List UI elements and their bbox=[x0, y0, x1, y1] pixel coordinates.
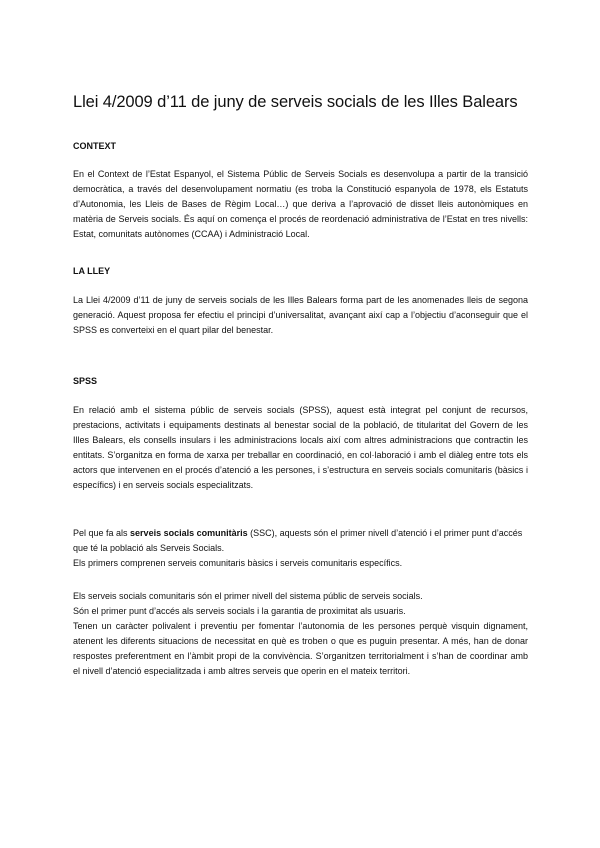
spss-paragraph: En relació amb el sistema públic de serveis socials (SPSS), aquest està integrat pel conjunt de recursos, prestacions, activitats i equipaments destinats al benestar social de la població, de titularitat del Govern de les Illes Balears, els consells insulars i les administracions locals així com altres administracions que contractin les entitats. S’organitza en forma de xarxa per treballar en coordinació, en col·laboració i amb el diàleg entre tots els actors que intervenen en el procés d’atenció a les persones, i s’estructura en serveis socials comunitaris (bàsics i específics) i en serveis socials especialitzats. bbox=[73, 405, 528, 490]
ssc-bold-term: serveis socials comunitàris bbox=[130, 528, 248, 538]
ssc-suffix: (SSC), aquests són el primer nivell d’atenció i el primer punt d’accés que té la població als Serveis Socials. bbox=[73, 528, 523, 553]
closing-line-2: Són el primer punt d’accés als serveis socials i la garantia de proximitat als usuaris. bbox=[73, 606, 406, 616]
llei-paragraph: La Llei 4/2009 d’11 de juny de serveis socials de les Illes Balears forma part de les anomenades lleis de segona generació. Aquest proposa fer efectiu el principi d’universalitat, avançant així cap a l’objectiu d’aconseguir que el SPSS es converteixi en el quart pilar del benestar. bbox=[73, 295, 528, 335]
spss-heading: SPSS bbox=[73, 376, 98, 386]
llei-heading: LA LLEY bbox=[73, 266, 111, 276]
ssc-prefix: Pel que fa als bbox=[73, 528, 131, 538]
context-heading: CONTEXT bbox=[73, 141, 117, 151]
ssc-paragraph bbox=[73, 526, 528, 571]
page-title: Llei 4/2009 d’11 de juny de serveis socials de les Illes Balears bbox=[73, 93, 518, 111]
context-paragraph: En el Context de l’Estat Espanyol, el Sistema Públic de Serveis Socials es desenvolupa a partir de la transició democràtica, a través del desenvolupament normatiu (es troba la Constitució espanyola de 1978, els Estatuts d’Autonomia, les Lleis de Bases de Règim Local…) que deriva a l’aprovació de disset lleis autonòmiques en matèria de Serveis socials. És aquí on comença el procés de reordenació administrativa de l’Estat en tres nivells: Estat, comunitats autònomes (CCAA) i Administració Local. bbox=[73, 169, 528, 239]
closing-line-1: Els serveis socials comunitaris són el primer nivell del sistema públic de serveis socials. bbox=[73, 591, 423, 601]
closing-lines bbox=[73, 589, 528, 619]
ssc-line-2: Els primers comprenen serveis comunitaris bàsics i serveis comunitaris específics. bbox=[73, 558, 403, 568]
closing-paragraph: Tenen un caràcter polivalent i preventiu per fomentar l’autonomia de les persones perquè visquin dignament, atenent les diferents situacions de necessitat en què es troben o que es puguin presentar. A més, han de donar respostes preferentment en l’àmbit propi de la convivència. S’organitzen territorialment i s’han de coordinar amb el nivell d’atenció especialitzada i amb altres serveis que operin en el mateix territori. bbox=[73, 621, 528, 676]
